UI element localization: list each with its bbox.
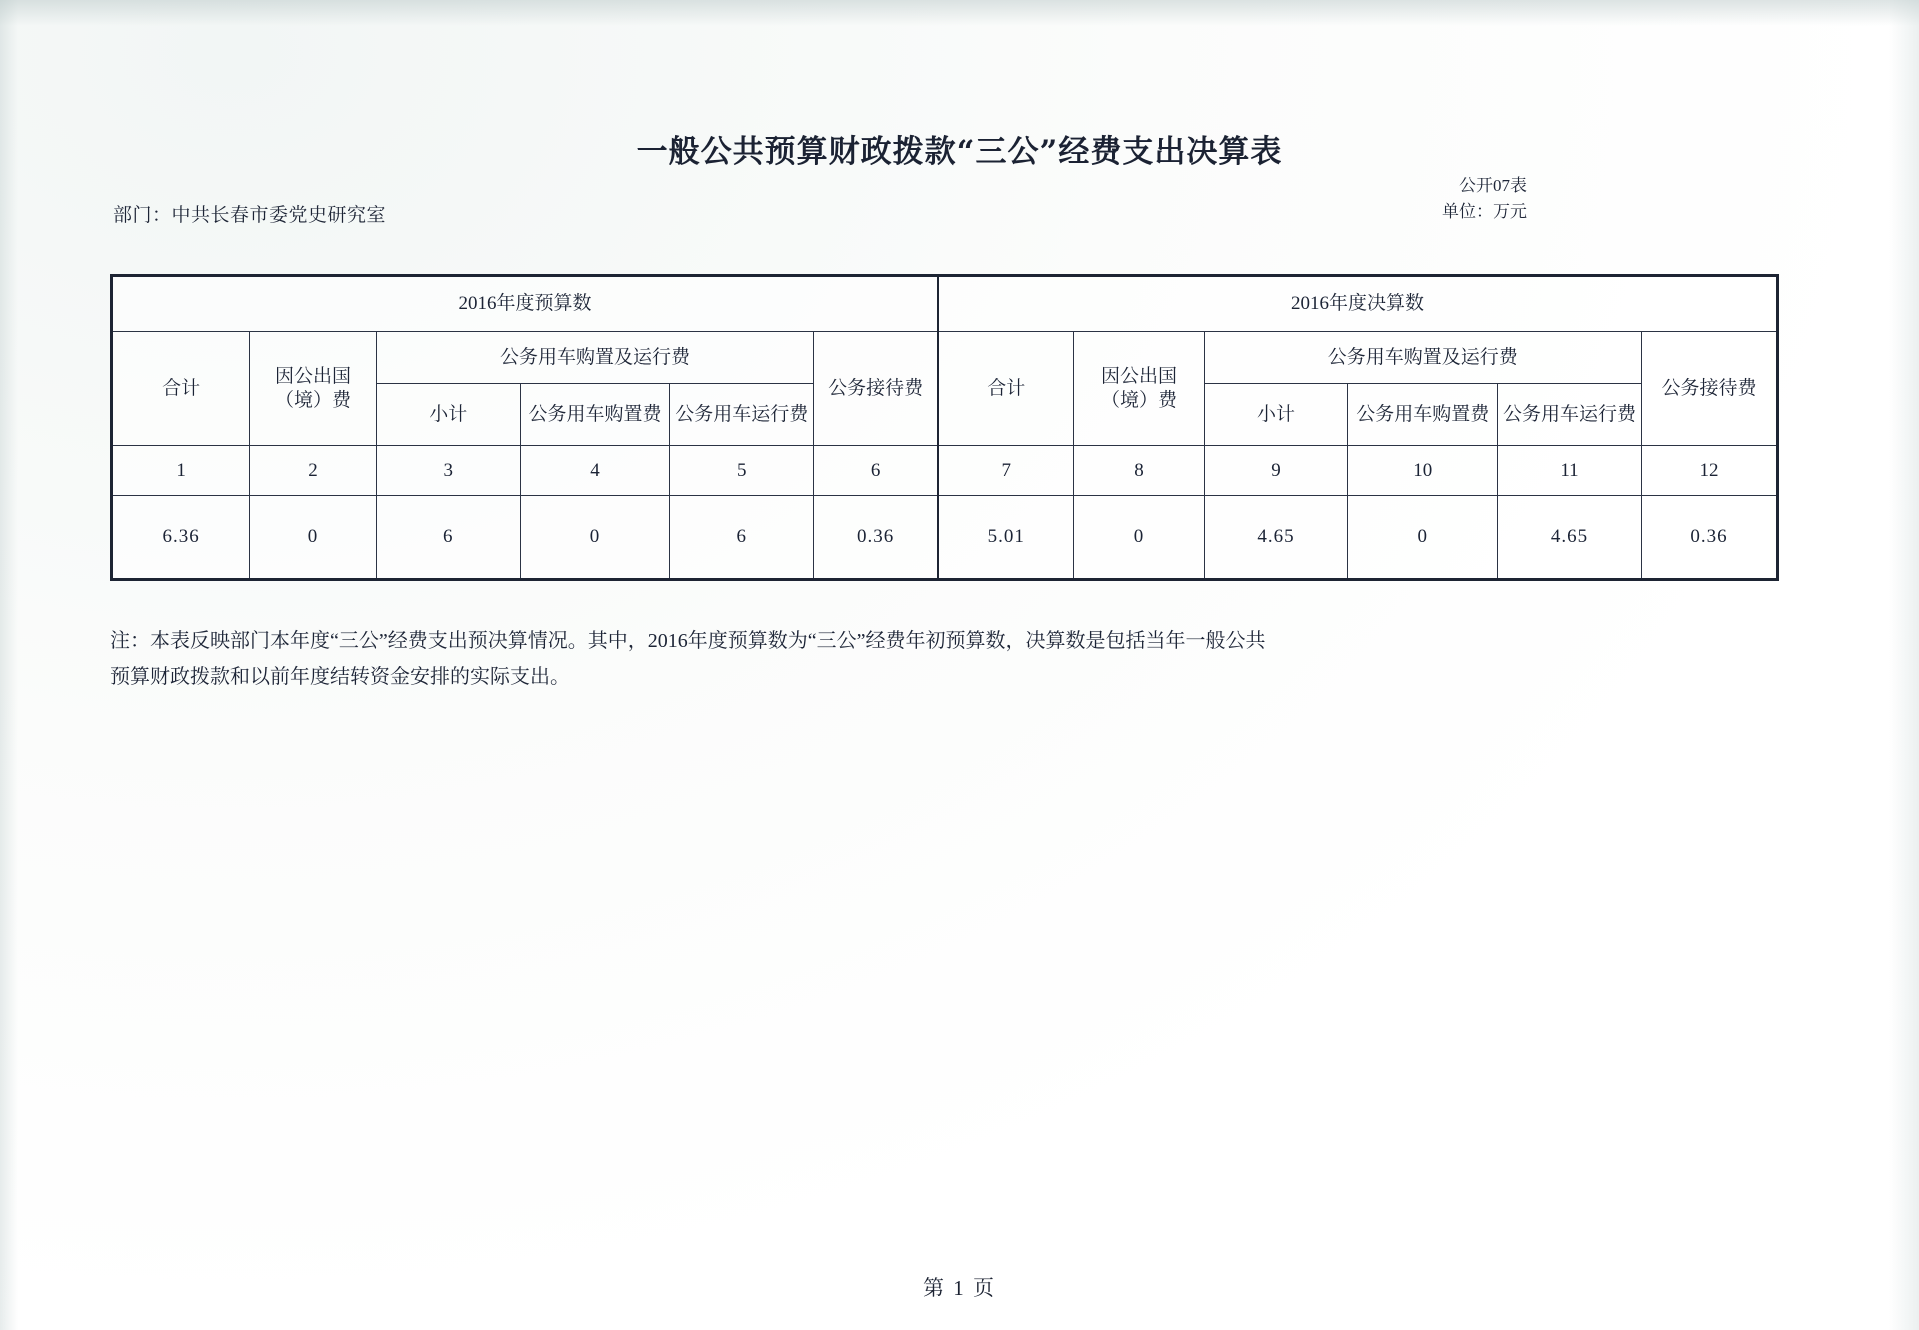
- header-final-abroad: 因公出国（境）费: [1074, 332, 1204, 446]
- header-final-vehicle-purchase: 公务用车购置费: [1348, 384, 1498, 446]
- column-number-1: 1: [112, 446, 250, 496]
- column-number-10: 10: [1348, 446, 1498, 496]
- header-budget-abroad: 因公出国（境）费: [250, 332, 377, 446]
- header-final-vehicle-group: 公务用车购置及运行费: [1204, 332, 1641, 384]
- header-budget-vehicle-purchase: 公务用车购置费: [520, 384, 670, 446]
- group-header-budget: 2016年度预算数: [112, 276, 939, 332]
- value-budget-reception: 0.36: [814, 496, 938, 580]
- value-final-total: 5.01: [938, 496, 1074, 580]
- value-budget-vehicle-purchase: 0: [520, 496, 670, 580]
- value-budget-vehicle-subtotal: 6: [376, 496, 520, 580]
- unit-label: 单位：万元: [1442, 202, 1527, 221]
- group-header-final: 2016年度决算数: [938, 276, 1777, 332]
- value-final-abroad: 0: [1074, 496, 1204, 580]
- header-budget-vehicle-subtotal: 小计: [376, 384, 520, 446]
- form-code: 公开07表: [1459, 176, 1527, 195]
- table-note-line-1: 注：本表反映部门本年度“三公”经费支出预决算情况。其中，2016年度预算数为“三公”经费年初预算数，决算数是包括当年一般公共: [110, 630, 1266, 652]
- column-number-4: 4: [520, 446, 670, 496]
- column-number-12: 12: [1641, 446, 1777, 496]
- table-row-group-header: [112, 276, 1778, 332]
- value-budget-total: 6.36: [112, 496, 250, 580]
- column-number-3: 3: [376, 446, 520, 496]
- budget-table: [110, 274, 1779, 581]
- table-note: [110, 623, 1790, 695]
- table-row-column-numbers: [112, 446, 1778, 496]
- column-number-8: 8: [1074, 446, 1204, 496]
- table-row-subheader-1: [112, 332, 1778, 384]
- header-final-vehicle-operation: 公务用车运行费: [1498, 384, 1642, 446]
- page-title: 一般公共预算财政拨款“三公”经费支出决算表: [636, 134, 1283, 170]
- header-final-reception: 公务接待费: [1641, 332, 1777, 446]
- value-budget-abroad: 0: [250, 496, 377, 580]
- scan-shadow-right: [1889, 0, 1919, 1330]
- scan-shadow-left: [0, 0, 18, 1330]
- column-number-11: 11: [1498, 446, 1642, 496]
- value-budget-vehicle-operation: 6: [670, 496, 814, 580]
- column-number-7: 7: [938, 446, 1074, 496]
- column-number-2: 2: [250, 446, 377, 496]
- header-budget-vehicle-group: 公务用车购置及运行费: [376, 332, 813, 384]
- header-budget-total: 合计: [112, 332, 250, 446]
- scan-shadow-top: [0, 0, 1919, 26]
- value-final-reception: 0.36: [1641, 496, 1777, 580]
- column-number-6: 6: [814, 446, 938, 496]
- table-note-line-2: 预算财政拨款和以前年度结转资金安排的实际支出。: [110, 666, 570, 688]
- column-number-9: 9: [1204, 446, 1348, 496]
- column-number-5: 5: [670, 446, 814, 496]
- header-final-total: 合计: [938, 332, 1074, 446]
- department-label: 部门：中共长春市委党史研究室: [113, 205, 387, 226]
- value-final-vehicle-purchase: 0: [1348, 496, 1498, 580]
- value-final-vehicle-subtotal: 4.65: [1204, 496, 1348, 580]
- header-budget-reception: 公务接待费: [814, 332, 938, 446]
- form-meta: [1442, 173, 1527, 225]
- page-footer: 第 1 页: [923, 1276, 996, 1300]
- value-final-vehicle-operation: 4.65: [1498, 496, 1642, 580]
- table-row-values: [112, 496, 1778, 580]
- header-budget-vehicle-operation: 公务用车运行费: [670, 384, 814, 446]
- header-final-vehicle-subtotal: 小计: [1204, 384, 1348, 446]
